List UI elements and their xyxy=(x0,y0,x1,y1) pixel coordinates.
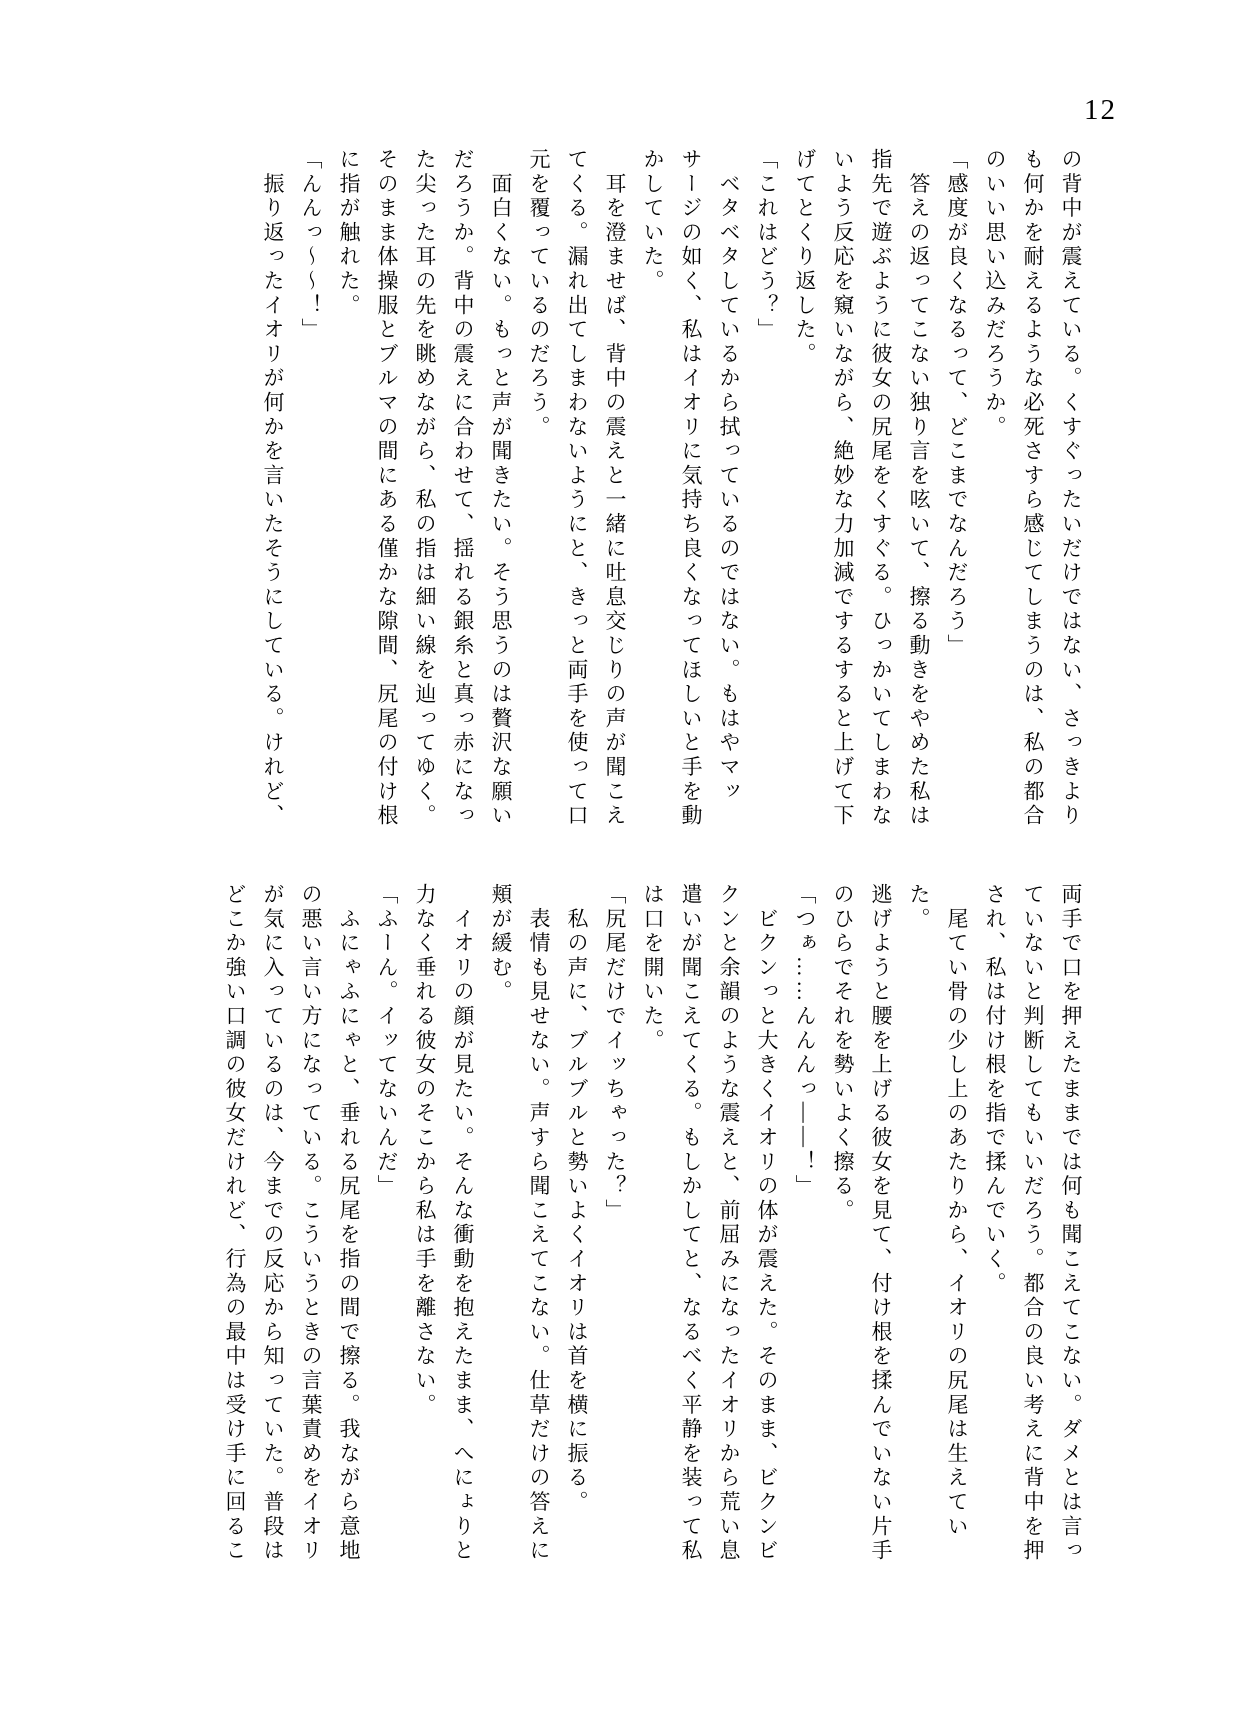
text-line: ベタベタしているから拭っているのではない。もはやマッ xyxy=(717,148,741,805)
text-line: 「つぁ……んんんっ――！」 xyxy=(793,883,817,1199)
text-line: 頬が緩む。 xyxy=(489,883,513,1005)
text-line: の悪い言い方になっている。こういうときの言葉責めをイオリ xyxy=(299,883,323,1564)
text-line: かしていた。 xyxy=(641,148,665,294)
text-line: どこか強い口調の彼女だけれど、行為の最中は受け手に回るこ xyxy=(223,883,247,1564)
text-line: も何かを耐えるような必死さすら感じてしまうのは、私の都合 xyxy=(1021,148,1045,829)
text-line: 指先で遊ぶように彼女の尻尾をくすぐる。ひっかいてしまわな xyxy=(869,148,893,829)
text-line: 両手で口を押えたままでは何も聞こえてこない。ダメとは言っ xyxy=(1059,883,1083,1564)
text-line: 振り返ったイオリが何かを言いたそうにしている。けれど、 xyxy=(261,148,285,829)
text-line: 「感度が良くなるって、どこまでなんだろう」 xyxy=(945,148,969,659)
text-line: 「尻尾だけでイッちゃった？」 xyxy=(603,883,627,1224)
text-line: ビクンっと大きくイオリの体が震えた。そのまま、ビクンビ xyxy=(755,883,779,1564)
text-line: 表情も見せない。声すら聞こえてこない。仕草だけの答えに xyxy=(527,883,551,1564)
text-line: 耳を澄ませば、背中の震えと一緒に吐息交じりの声が聞こえ xyxy=(603,148,627,829)
text-line: 逃げようと腰を上げる彼女を見て、付け根を揉んでいない片手 xyxy=(869,883,893,1564)
text-line: 尾てい骨の少し上のあたりから、イオリの尻尾は生えていた。 xyxy=(907,883,969,1540)
text-line: サージの如く、私はイオリに気持ち良くなってほしいと手を動 xyxy=(679,148,703,829)
text-line: てくる。漏れ出てしまわないようにと、きっと両手を使って口 xyxy=(565,148,589,829)
text-line: クンと余韻のような震えと、前屈みになったイオリから荒い息 xyxy=(717,883,741,1564)
text-line: 「ふーん。イッてないんだ」 xyxy=(375,883,399,1199)
text-line: 私の声に、ブルブルと勢いよくイオリは首を横に振る。 xyxy=(565,883,589,1515)
text-line: た尖った耳の先を眺めながら、私の指は細い線を辿ってゆく。 xyxy=(413,148,437,829)
text-line: そのまま体操服とブルマの間にある僅かな隙間、尻尾の付け根 xyxy=(375,148,399,829)
text-line: いよう反応を窺いながら、絶妙な力加減でするすると上げて下 xyxy=(831,148,855,829)
text-line: 元を覆っているのだろう。 xyxy=(527,148,551,440)
text-line: のひらでそれを勢いよく擦る。 xyxy=(831,883,855,1224)
top-text-block xyxy=(254,148,1090,848)
text-line: 「これはどう？」 xyxy=(755,148,779,343)
text-line: され、私は付け根を指で揉んでいく。 xyxy=(983,883,1007,1297)
text-line: ていないと判断してもいいだろう。都合の良い考えに背中を押 xyxy=(1021,883,1045,1564)
text-line: が気に入っているのは、今までの反応から知っていた。普段は xyxy=(261,883,285,1564)
page-number: 12 xyxy=(1084,94,1117,126)
text-line: イオリの顔が見たい。そんな衝動を抱えたまま、へにょりと xyxy=(451,883,475,1564)
text-line: 力なく垂れる彼女のそこから私は手を離さない。 xyxy=(413,883,437,1418)
text-line: に指が触れた。 xyxy=(337,148,361,319)
text-line: 遣いが聞こえてくる。もしかしてと、なるべく平静を装って私 xyxy=(679,883,703,1564)
text-line: 「んんっ～～！」 xyxy=(299,148,323,343)
text-line: げてとくり返した。 xyxy=(793,148,817,367)
text-line: 答えの返ってこない独り言を呟いて、擦る動きをやめた私は xyxy=(907,148,931,829)
text-line: ふにゃふにゃと、垂れる尻尾を指の間で擦る。我ながら意地 xyxy=(337,883,361,1564)
text-line: だろうか。背中の震えに合わせて、揺れる銀糸と真っ赤になっ xyxy=(451,148,475,829)
text-line: は口を開いた。 xyxy=(641,883,665,1054)
text-line: の背中が震えている。くすぐったいだけではない、さっきより xyxy=(1059,148,1083,829)
bottom-text-block xyxy=(216,883,1090,1583)
text-line: 面白くない。もっと声が聞きたい。そう思うのは贅沢な願い xyxy=(489,148,513,829)
text-line: のいい思い込みだろうか。 xyxy=(983,148,1007,440)
